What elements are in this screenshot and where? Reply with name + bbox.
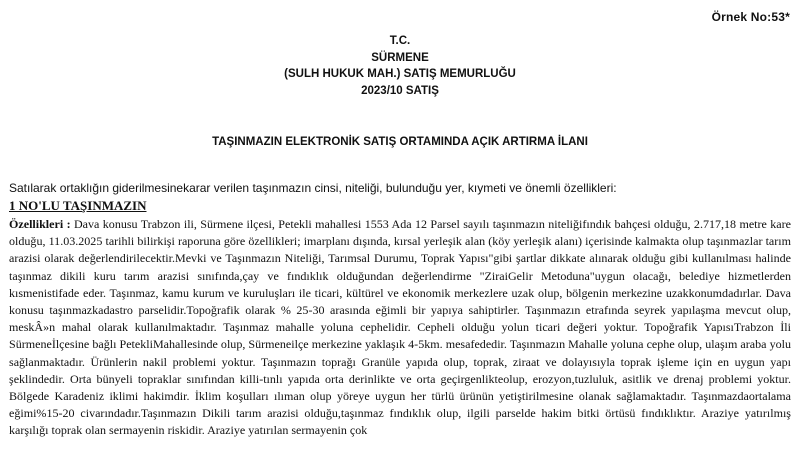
authority-header (0, 33, 800, 99)
property-section-heading: 1 NO'LU TAŞINMAZIN (9, 198, 147, 213)
announcement-title: TAŞINMAZIN ELEKTRONİK SATIŞ ORTAMINDA AÇIK ARTIRMA İLANI (212, 136, 588, 148)
header-line-tc: T.C. (389, 35, 411, 47)
property-description (9, 216, 791, 440)
header-line-office: (SULH HUKUK MAH.) SATIŞ MEMURLUĞU (284, 68, 516, 80)
intro-paragraph: Satılarak ortaklığın giderilmesinekarar verilen taşınmazın cinsi, niteliği, bulunduğu yer, kıymeti ve önemli özellikleri: (9, 181, 617, 195)
properties-text: Dava konusu Trabzon ili, Sürmene ilçesi, Petekli mahallesi 1553 Ada 12 Parsel sayılı taşınmazın niteliğifındık bahçesi olduğu, 2.717,18 metre kare olduğu, 11.03.2025 tarihli bilirkişi raporuna göre özellikleri; imarplanı dışında, kırsal yerleşik alan (köy yerleşik alanı) içerisinde kalmakta olup taşınmazlar tarım arazisi olarak değerlendirilecektir.Mevki ve Taşınmazın Niteliği, Tarımsal Durumu, Toprak Yapısı"gibi şartlar dikkate alınarak olduğu gibi kullanılması halinde taşınmaz dikili kuru tarım arazisi sınıfında,çay ve fındıklık olduğundan değerlendirme "ZiraiGelir Metoduna"uygun olacağı, belediye hizmetlerden kısmenistifade eder. Taşınmaz, kamu kurum ve kuruluşları ile ticari, kültürel ve ekonomik merkezlere uzak olup, bölgenin merkezine uzakkonumdadırlar. Dava konusu taşınmazkadastro parselidir.Topoğrafik olarak % 25-30 arasında eğimli bir yapıya sahiptirler. Taşınmazın etrafında seyrek yapılaşma mevcut olup, meskÂ»n mahal olarak kullanılmaktadır. Taşınmaz mahalle yoluna cephelidir. Cepheli olduğu yolun ticari değeri yoktur. Topoğrafik YapısıTrabzon İli Sürmeneİlçesine bağlı PetekliMahallesinde olup, Sürmeneilçe merkezine yaklaşık 4-5km. mesafededir. Taşınmazın Mahalle yoluna cephe olup, ulaşım araba yolu sağlanmaktadır. Ürünlerin nakil problemi yoktur. Taşınmazın toprağı Granüle yapıda olup, toprak, ziraat ve dolayısıyla toprak işleme için en uygun yapı şeklindedir. Orta bünyeli topraklar sınıfından killi-tınlı yapıda orta derinlikte ve orta geçirgenlikteolup, erozyon,tuzluluk, asitlik ve drenaj problemi yoktur. Bölgede Karadeniz iklimi hakimdir. İklim koşulları ılıman olup yöreye uygun her türlü ürünün yetiştirilmesine olanak sağlamaktadır. Taşınmazdaortalama eğimi%15-20 civarındadır.Taşınmazın Dikili tarım arazisi olduğu,taşınmaz fındıklık olup, ilgili parselde hakim bitki örtüsü fındıklıktır. Araziye yatırılmış karşılığı toprak olan sermayenin riskidir. Araziye yatırılan sermayenin çok (9, 217, 791, 438)
sample-number: Örnek No:53* (711, 10, 790, 24)
header-line-case-number: 2023/10 SATIŞ (361, 84, 439, 97)
header-line-district: SÜRMENE (371, 51, 429, 64)
properties-label: Özellikleri : (9, 217, 71, 231)
